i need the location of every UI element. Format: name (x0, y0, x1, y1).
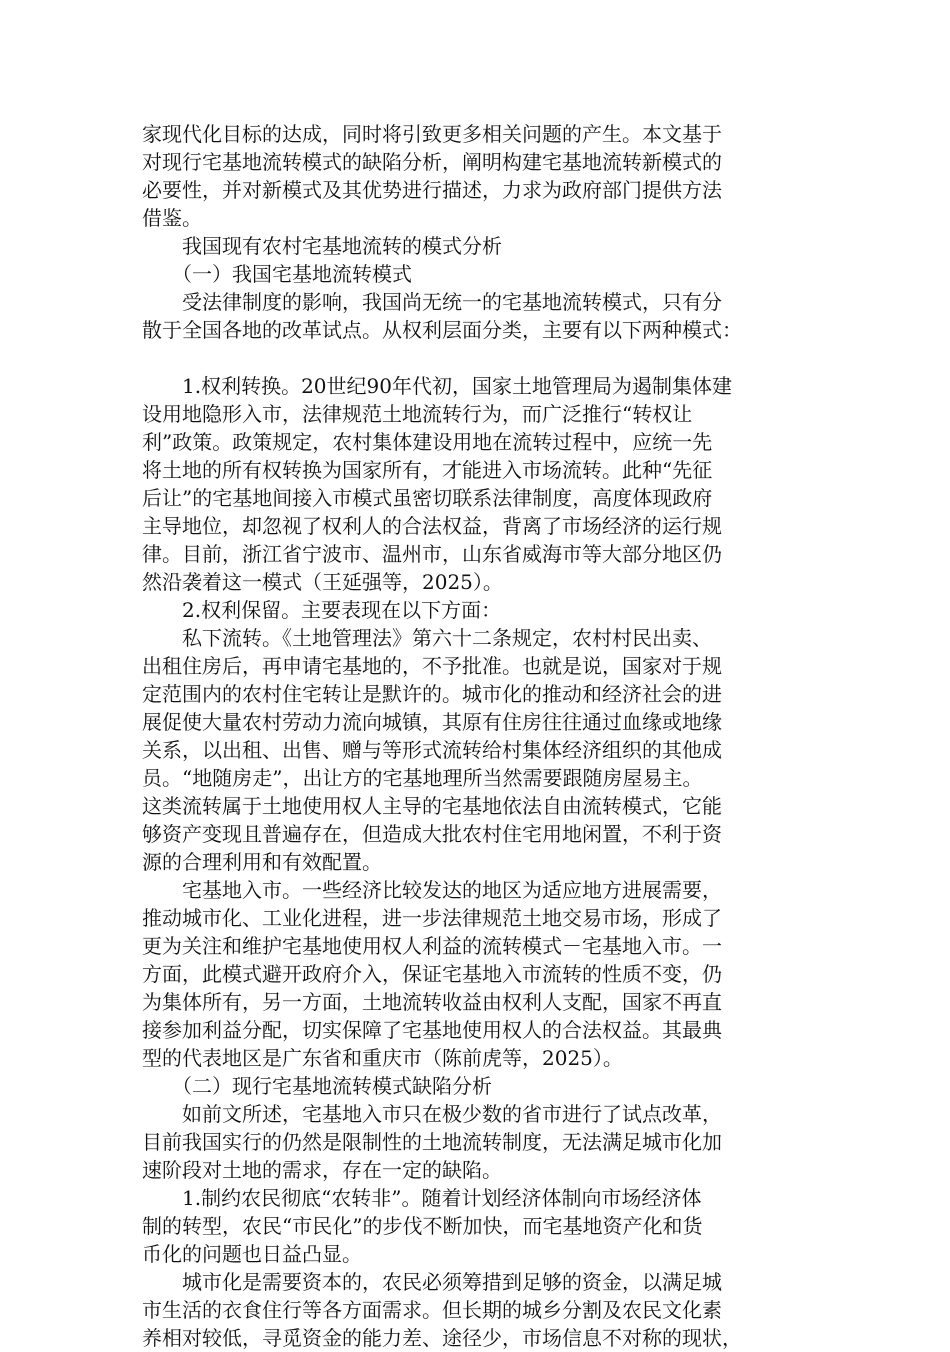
text-line: 私下流转。《土地管理法》第六十二条规定，农村村民出卖、 (142, 626, 712, 650)
text-line: 为集体所有，另一方面，土地流转收益由权利人支配，国家不再直 (142, 990, 722, 1014)
blank-line (142, 344, 810, 372)
subsection-heading: （二）现行宅基地流转模式缺陷分析 (142, 1074, 492, 1098)
text-line: 受法律制度的影响，我国尚无统一的宅基地流转模式，只有分 (142, 290, 722, 314)
text-line: 型的代表地区是广东省和重庆市（陈前虎等，2025）。 (142, 1046, 623, 1070)
text-line: 2.权利保留。主要表现在以下方面： (142, 598, 502, 622)
text-line: 宅基地入市。一些经济比较发达的地区为适应地方进展需要， (142, 878, 722, 902)
text-line: 1.权利转换。20世纪90年代初，国家土地管理局为遏制集体建 (142, 374, 732, 398)
text-line: 对现行宅基地流转模式的缺陷分析，阐明构建宅基地流转新模式的 (142, 150, 722, 174)
text-line: 接参加利益分配，切实保障了宅基地使用权人的合法权益。其最典 (142, 1018, 722, 1042)
text-line: 制的转型，农民“市民化”的步伐不断加快，而宅基地资产化和货 (142, 1214, 703, 1238)
text-line: 设用地隐形入市，法律规范土地流转行为，而广泛推行“转权让 (142, 402, 693, 426)
text-line: 源的合理利用和有效配置。 (142, 850, 382, 874)
text-line: 关系，以出租、出售、赠与等形式流转给村集体经济组织的其他成 (142, 738, 722, 762)
text-line: 城市化是需要资本的，农民必须筹措到足够的资金，以满足城 (142, 1270, 722, 1294)
text-line: 出租住房后，再申请宅基地的，不予批准。也就是说，国家对于规 (142, 654, 722, 678)
text-line: 主导地位，却忽视了权利人的合法权益，背离了市场经济的运行规 (142, 514, 722, 538)
text-line: 市生活的衣食住行等各方面需求。但长期的城乡分割及农民文化素 (142, 1298, 722, 1322)
text-line: 后让”的宅基地间接入市模式虽密切联系法律制度，高度体现政府 (142, 486, 713, 510)
text-line: 目前我国实行的仍然是限制性的土地流转制度，无法满足城市化加 (142, 1130, 722, 1154)
text-line: 1.制约农民彻底“农转非”。随着计划经济体制向市场经济体 (142, 1186, 702, 1210)
section-heading: 我国现有农村宅基地流转的模式分析 (142, 234, 502, 258)
text-line: 借鉴。 (142, 206, 202, 230)
text-line: 币化的问题也日益凸显。 (142, 1242, 362, 1266)
text-line: 散于全国各地的改革试点。从权利层面分类，主要有以下两种模式： (142, 318, 742, 342)
text-line: 员。“地随房走”，出让方的宅基地理所当然需要跟随房屋易主。 (142, 766, 703, 790)
text-line: 方面，此模式避开政府介入，保证宅基地入市流转的性质不变，仍 (142, 962, 722, 986)
text-line: 家现代化目标的达成，同时将引致更多相关问题的产生。本文基于 (142, 122, 722, 146)
text-line: 定范围内的农村住宅转让是默许的。城市化的推动和经济社会的进 (142, 682, 722, 706)
text-line: 速阶段对土地的需求，存在一定的缺陷。 (142, 1158, 502, 1182)
text-line: 推动城市化、工业化进程，进一步法律规范土地交易市场，形成了 (142, 906, 722, 930)
document-body (142, 120, 810, 1352)
text-line: 然沿袭着这一模式（王延强等，2025）。 (142, 570, 503, 594)
text-line: 更为关注和维护宅基地使用权人利益的流转模式－宅基地入市。一 (142, 934, 722, 958)
text-line: 必要性，并对新模式及其优势进行描述，力求为政府部门提供方法 (142, 178, 722, 202)
text-line: 律。目前，浙江省宁波市、温州市，山东省威海市等大部分地区仍 (142, 542, 722, 566)
text-line: 养相对较低，寻觅资金的能力差、途径少，市场信息不对称的现状， (142, 1326, 742, 1350)
text-line: 这类流转属于土地使用权人主导的宅基地依法自由流转模式，它能 (142, 794, 722, 818)
text-line: 将土地的所有权转换为国家所有，才能进入市场流转。此种“先征 (142, 458, 713, 482)
text-line: 展促使大量农村劳动力流向城镇，其原有住房往往通过血缘或地缘 (142, 710, 722, 734)
subsection-heading: （一）我国宅基地流转模式 (142, 262, 412, 286)
text-line: 利”政策。政策规定，农村集体建设用地在流转过程中，应统一先 (142, 430, 713, 454)
text-line: 如前文所述，宅基地入市只在极少数的省市进行了试点改革， (142, 1102, 722, 1126)
text-line: 够资产变现且普遍存在，但造成大批农村住宅用地闲置，不利于资 (142, 822, 722, 846)
